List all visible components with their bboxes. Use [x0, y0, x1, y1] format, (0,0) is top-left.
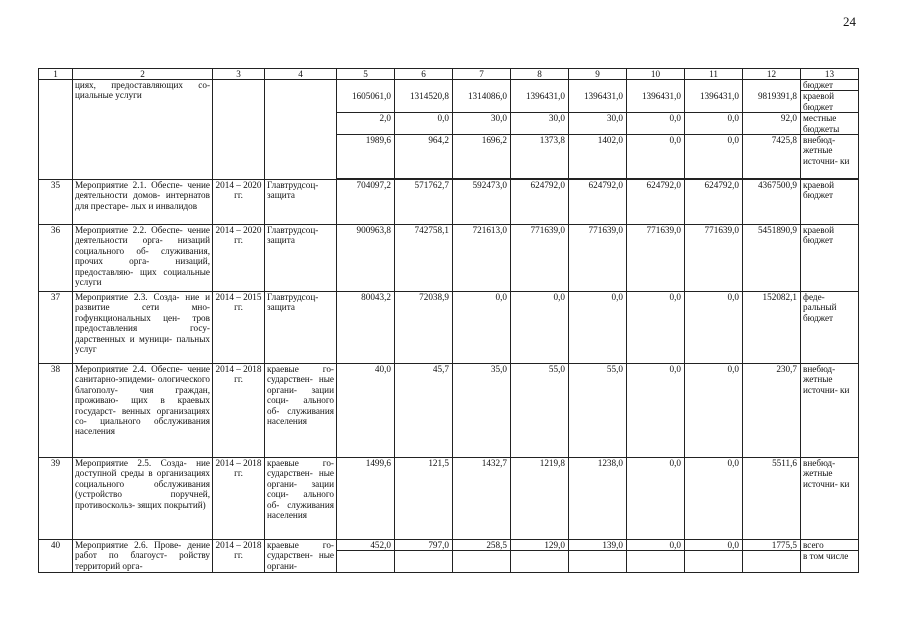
column-number: 7 [453, 69, 511, 80]
period-cell: 2014 – 2020 гг. [213, 225, 265, 292]
column-number: 9 [569, 69, 627, 80]
value-cell: 624792,0 [627, 180, 685, 225]
description-cell: Мероприятие 2.4. Обеспе- чение санитарно-эпидеми- ологического благополу- чия граждан, проживаю- щих в краевых государст- венных организациях со- циального обслуживания населения [73, 364, 213, 458]
value-cell: 964,2 [395, 135, 453, 179]
row-number-cell: 38 [39, 364, 73, 458]
blank-cell [511, 551, 569, 573]
budget-table [38, 68, 859, 573]
funding-source-cell: внебюд- жетные источни- ки [801, 364, 859, 458]
column-number: 3 [213, 69, 265, 80]
value-cell: 1696,2 [453, 135, 511, 179]
table-row [39, 225, 859, 292]
description-cell: Мероприятие 2.1. Обеспе- чение деятельности домов- интернатов для престаре- лых и инвалидов [73, 180, 213, 225]
value-cell: 0,0 [627, 292, 685, 364]
value-cell: 1314086,0 [453, 91, 511, 113]
value-cell: 452,0 [337, 540, 395, 551]
column-number: 2 [73, 69, 213, 80]
value-cell: 55,0 [511, 364, 569, 458]
value-cell: 571762,7 [395, 180, 453, 225]
funding-source-cell: внебюд- жетные источни- ки [801, 135, 859, 179]
period-cell: 2014 – 2015 гг. [213, 292, 265, 364]
value-cell: 121,5 [395, 458, 453, 540]
value-cell: 258,5 [453, 540, 511, 551]
value-cell: 0,0 [453, 292, 511, 364]
table-row [39, 180, 859, 225]
value-cell: 1396431,0 [627, 91, 685, 113]
value-cell: 1989,6 [337, 135, 395, 179]
executor-cell: краевые го- сударствен- ные органи- зации соци- ального об- служивания населения [265, 458, 337, 540]
value-cell: 0,0 [685, 458, 743, 540]
value-cell: 1402,0 [569, 135, 627, 179]
description-cell: Мероприятие 2.3. Созда- ние и развитие сети мно- гофункциональных цен- тров предоставления госу- дарственных и муници- пальных услуг [73, 292, 213, 364]
value-cell: 0,0 [685, 135, 743, 179]
value-cell: 129,0 [511, 540, 569, 551]
blank-cell [337, 551, 395, 573]
value-cell: 771639,0 [511, 225, 569, 292]
blank-cell [627, 551, 685, 573]
value-cell: 35,0 [453, 364, 511, 458]
value-cell: 0,0 [627, 458, 685, 540]
blank-cell [337, 80, 395, 91]
blank-cell [685, 551, 743, 573]
executor-cell [265, 80, 337, 180]
value-cell: 624792,0 [685, 180, 743, 225]
value-cell: 624792,0 [569, 180, 627, 225]
value-cell: 2,0 [337, 113, 395, 135]
value-cell: 30,0 [511, 113, 569, 135]
value-cell: 0,0 [395, 113, 453, 135]
funding-source-cell: краевой бюджет [801, 91, 859, 113]
funding-source-cell: феде- ральный бюджет [801, 292, 859, 364]
value-cell: 40,0 [337, 364, 395, 458]
executor-cell: Главтрудсоц- защита [265, 180, 337, 225]
period-cell: 2014 – 2020 гг. [213, 180, 265, 225]
funding-source-cell: краевой бюджет [801, 180, 859, 225]
period-cell [213, 80, 265, 180]
column-number: 8 [511, 69, 569, 80]
value-cell: 771639,0 [685, 225, 743, 292]
blank-cell [569, 551, 627, 573]
value-cell: 1396431,0 [685, 91, 743, 113]
value-cell: 0,0 [511, 292, 569, 364]
column-number-row [39, 69, 859, 80]
blank-cell [395, 80, 453, 91]
table-row [39, 458, 859, 540]
value-cell: 900963,8 [337, 225, 395, 292]
value-cell: 139,0 [569, 540, 627, 551]
column-number: 5 [337, 69, 395, 80]
value-cell: 0,0 [627, 364, 685, 458]
period-cell: 2014 – 2018 гг. [213, 364, 265, 458]
value-cell: 771639,0 [569, 225, 627, 292]
value-cell: 1238,0 [569, 458, 627, 540]
blank-cell [395, 551, 453, 573]
column-number: 11 [685, 69, 743, 80]
executor-cell: краевые го- сударствен- ные органи- [265, 540, 337, 573]
column-number: 10 [627, 69, 685, 80]
row-number-cell: 36 [39, 225, 73, 292]
value-cell: 4367500,9 [743, 180, 801, 225]
description-cell: Мероприятие 2.6. Прове- дение работ по благоуст- ройству территорий орга- [73, 540, 213, 573]
column-number: 13 [801, 69, 859, 80]
value-cell: 0,0 [627, 113, 685, 135]
executor-cell: Главтрудсоц- защита [265, 225, 337, 292]
value-cell: 1396431,0 [511, 91, 569, 113]
table-row [39, 364, 859, 458]
continuation-row [39, 80, 859, 91]
value-cell: 1373,8 [511, 135, 569, 179]
blank-cell [453, 80, 511, 91]
value-cell: 1219,8 [511, 458, 569, 540]
funding-source-cell: всего [801, 540, 859, 551]
value-cell: 1396431,0 [569, 91, 627, 113]
value-cell: 0,0 [685, 113, 743, 135]
row-number-cell: 39 [39, 458, 73, 540]
row-number-cell: 35 [39, 180, 73, 225]
value-cell: 0,0 [685, 364, 743, 458]
value-cell: 45,7 [395, 364, 453, 458]
page-number: 24 [843, 14, 856, 29]
table-row [39, 292, 859, 364]
column-number: 6 [395, 69, 453, 80]
value-cell: 30,0 [569, 113, 627, 135]
period-cell: 2014 – 2018 гг. [213, 540, 265, 573]
funding-source-cell: в том числе [801, 551, 859, 573]
blank-cell [685, 80, 743, 91]
funding-source-cell: местные бюджеты [801, 113, 859, 135]
value-cell: 742758,1 [395, 225, 453, 292]
value-cell: 1499,6 [337, 458, 395, 540]
value-cell: 0,0 [685, 540, 743, 551]
blank-cell [569, 80, 627, 91]
value-cell: 9819391,8 [743, 91, 801, 113]
funding-source-cell: краевой бюджет [801, 225, 859, 292]
value-cell: 797,0 [395, 540, 453, 551]
description-cell: Мероприятие 2.5. Созда- ние доступной среды в организациях социального обслуживания (устройство поручней, противоскольз- зящих покрытий) [73, 458, 213, 540]
value-cell: 1605061,0 [337, 91, 395, 113]
value-cell: 152082,1 [743, 292, 801, 364]
blank-cell [743, 80, 801, 91]
value-cell: 5451890,9 [743, 225, 801, 292]
period-cell: 2014 – 2018 гг. [213, 458, 265, 540]
executor-cell: Главтрудсоц- защита [265, 292, 337, 364]
value-cell: 92,0 [743, 113, 801, 135]
value-cell: 0,0 [627, 135, 685, 179]
value-cell: 0,0 [569, 292, 627, 364]
num-cell [39, 80, 73, 180]
value-cell: 0,0 [627, 540, 685, 551]
value-cell: 72038,9 [395, 292, 453, 364]
column-number: 4 [265, 69, 337, 80]
blank-cell [511, 80, 569, 91]
value-cell: 1314520,8 [395, 91, 453, 113]
funding-source-cell: внебюд- жетные источни- ки [801, 458, 859, 540]
executor-cell: краевые го- сударствен- ные органи- зации соци- ального об- служивания населения [265, 364, 337, 458]
value-cell: 7425,8 [743, 135, 801, 179]
row-number-cell: 40 [39, 540, 73, 573]
value-cell: 721613,0 [453, 225, 511, 292]
table-row [39, 540, 859, 551]
funding-source-cell: бюджет [801, 80, 859, 91]
row-number-cell: 37 [39, 292, 73, 364]
description-cell: Мероприятие 2.2. Обеспе- чение деятельности орга- низаций социального об- служивания, прочих орга- низаций, предоставляю- щих социальные услуги [73, 225, 213, 292]
value-cell: 80043,2 [337, 292, 395, 364]
value-cell: 5511,6 [743, 458, 801, 540]
blank-cell [743, 551, 801, 573]
value-cell: 0,0 [685, 292, 743, 364]
value-cell: 592473,0 [453, 180, 511, 225]
value-cell: 704097,2 [337, 180, 395, 225]
value-cell: 771639,0 [627, 225, 685, 292]
blank-cell [627, 80, 685, 91]
column-number: 12 [743, 69, 801, 80]
column-number: 1 [39, 69, 73, 80]
blank-cell [453, 551, 511, 573]
value-cell: 230,7 [743, 364, 801, 458]
value-cell: 1775,5 [743, 540, 801, 551]
value-cell: 1432,7 [453, 458, 511, 540]
description-cell: циях, предоставляющих со- циальные услуги [73, 80, 213, 180]
value-cell: 30,0 [453, 113, 511, 135]
value-cell: 55,0 [569, 364, 627, 458]
value-cell: 624792,0 [511, 180, 569, 225]
